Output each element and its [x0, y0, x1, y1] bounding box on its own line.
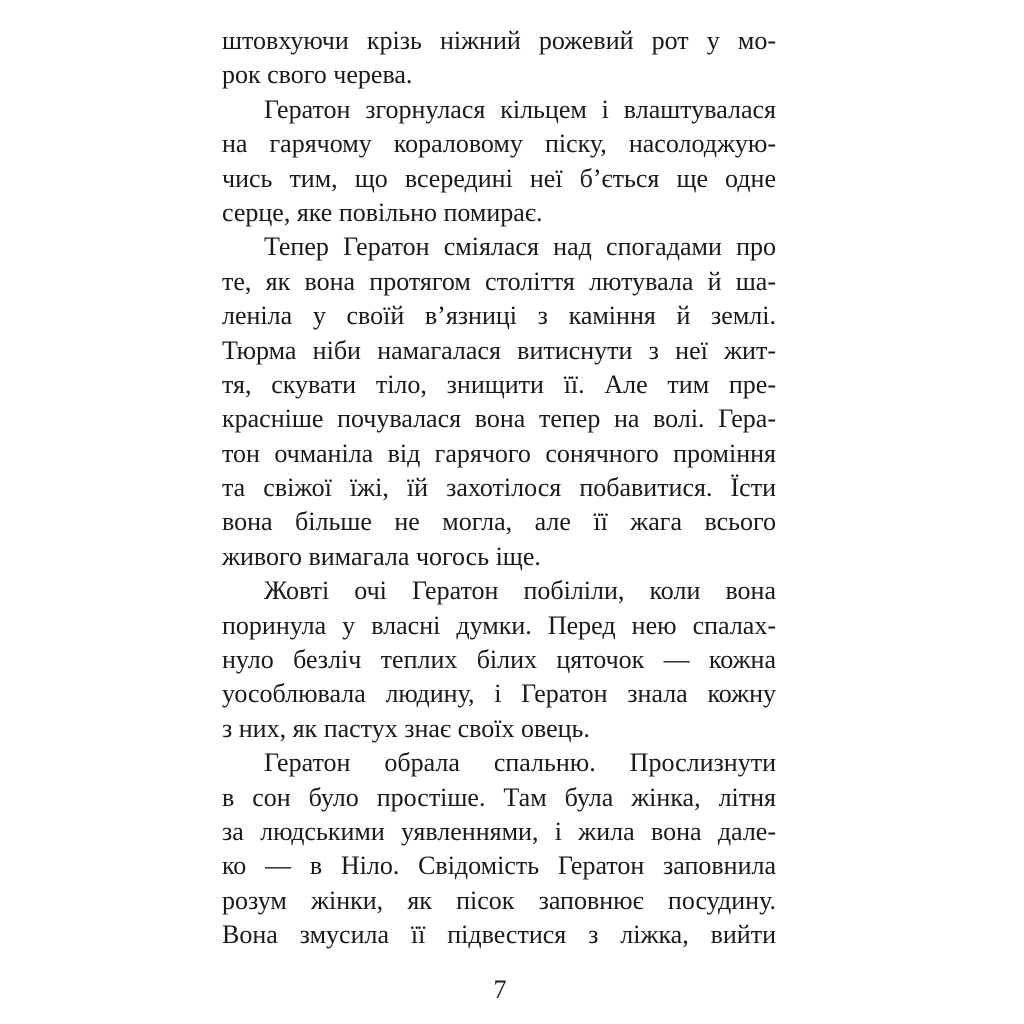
- text-line: ко — в Ніло. Свідомість Гератон заповнила: [222, 851, 776, 881]
- text-line: те, як вона протягом століття лютувала й ша-: [222, 266, 776, 296]
- text-line: нуло безліч теплих білих цяточок — кожна: [222, 645, 776, 675]
- text-line: в сон було простіше. Там була жінка, літня: [222, 782, 776, 812]
- text-line: тя, скувати тіло, знищити її. Але тим пре-: [222, 369, 776, 399]
- text-line: Вона змусила її підвестися з ліжка, вийти: [222, 920, 776, 950]
- text-line: серце, яке повільно помирає.: [222, 197, 543, 227]
- text-line: з них, як пастух знає своїх овець.: [222, 713, 590, 743]
- page-number: 7: [493, 975, 507, 1004]
- text-line: Тюрма ніби намагалася витиснути з неї жит-: [222, 335, 776, 365]
- text-line: вона більше не могла, але її жага всього: [222, 507, 776, 537]
- text-line: живого вимагала чогось іще.: [222, 541, 541, 571]
- text-line: Гератон обрала спальню. Прослизнути: [264, 748, 776, 778]
- text-line: Гератон згорнулася кільцем і влаштувалася: [264, 94, 776, 124]
- body-text: [222, 24, 776, 953]
- text-line: чись тим, що всередині неї б’ється ще одне: [222, 163, 776, 193]
- text-line: уособлювала людину, і Гератон знала кожну: [222, 679, 776, 709]
- text-line: на гарячому кораловому піску, насолоджую-: [222, 129, 776, 159]
- text-line: поринула у власні думки. Перед нею спалах-: [222, 610, 776, 640]
- text-line: штовхуючи крізь ніжний рожевий рот у мо-: [222, 26, 776, 55]
- text-line: та свіжої їжі, їй захотілося побавитися. Їсти: [222, 473, 776, 503]
- text-line: тон очманіла від гарячого сонячного проміння: [222, 438, 776, 468]
- text-line: Тепер Гератон сміялася над спогадами про: [264, 232, 776, 262]
- text-line: Жовті очі Гератон побіліли, коли вона: [264, 576, 776, 606]
- text-line: красніше почувалася вона тепер на волі. Гера-: [222, 404, 776, 434]
- text-line: розум жінки, як пісок заповнює посудину.: [222, 885, 776, 915]
- text-line: рок свого черева.: [222, 60, 413, 90]
- text-line: за людськими уявленнями, і жила вона дале-: [222, 816, 776, 846]
- text-line: леніла у своїй в’язниці з каміння й землі.: [222, 301, 776, 331]
